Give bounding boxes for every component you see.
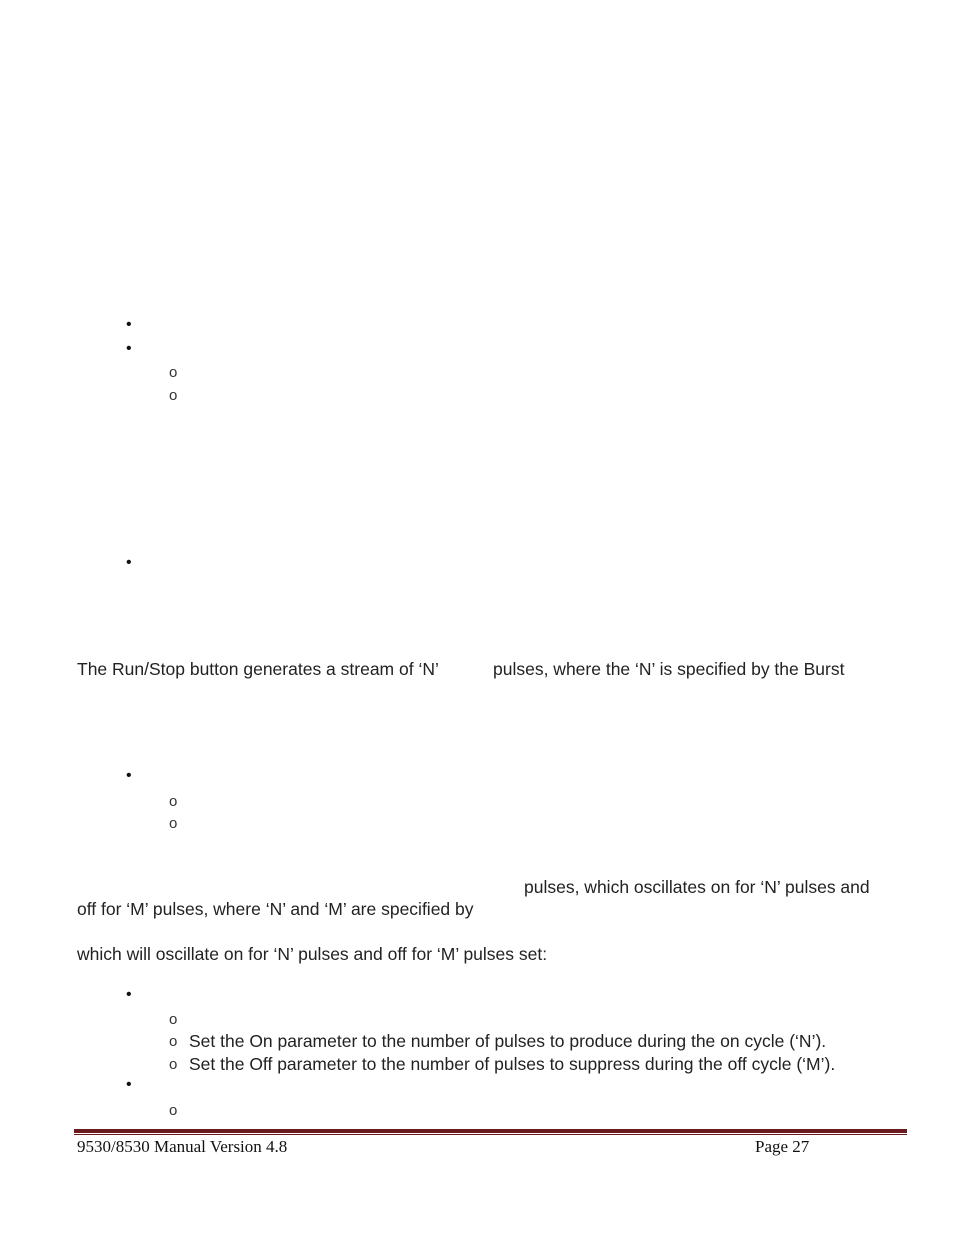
bullet-marker: •: [126, 1076, 132, 1093]
bullet-marker: •: [126, 554, 132, 571]
runstop-text-right: pulses, where the ‘N’ is specified by the Burst: [493, 659, 845, 679]
off-parameter-item: Set the Off parameter to the number of pulses to suppress during the off cycle (‘M’).: [189, 1054, 836, 1074]
sub-bullet-marker: o: [169, 793, 178, 810]
on-parameter-item: Set the On parameter to the number of pulses to produce during the on cycle (‘N’).: [189, 1031, 827, 1051]
footer-page-number: Page 27: [755, 1137, 810, 1156]
sub-bullet-marker: o: [169, 387, 178, 404]
duty-text-line1: pulses, which oscillates on for ‘N’ pulses and: [524, 877, 870, 897]
sub-bullet-marker: o: [169, 1056, 178, 1073]
sub-bullet-marker: o: [169, 1033, 178, 1050]
bullet-marker: •: [126, 316, 132, 333]
footer-manual-version: 9530/8530 Manual Version 4.8: [77, 1137, 288, 1156]
bullet-marker: •: [126, 986, 132, 1003]
footer-rule: [74, 1129, 907, 1133]
bullet-marker: •: [126, 767, 132, 784]
sub-bullet-marker: o: [169, 815, 178, 832]
duty-text-line3: which will oscillate on for ‘N’ pulses and off for ‘M’ pulses set:: [77, 944, 548, 964]
bullet-marker: •: [126, 340, 132, 357]
duty-text-line2: off for ‘M’ pulses, where ‘N’ and ‘M’ are specified by: [77, 899, 474, 919]
sub-bullet-marker: o: [169, 1102, 178, 1119]
sub-bullet-marker: o: [169, 1011, 178, 1028]
runstop-text-left: The Run/Stop button generates a stream of ‘N’: [77, 659, 439, 679]
sub-bullet-marker: o: [169, 364, 178, 381]
footer-rule-thin: [74, 1134, 907, 1135]
